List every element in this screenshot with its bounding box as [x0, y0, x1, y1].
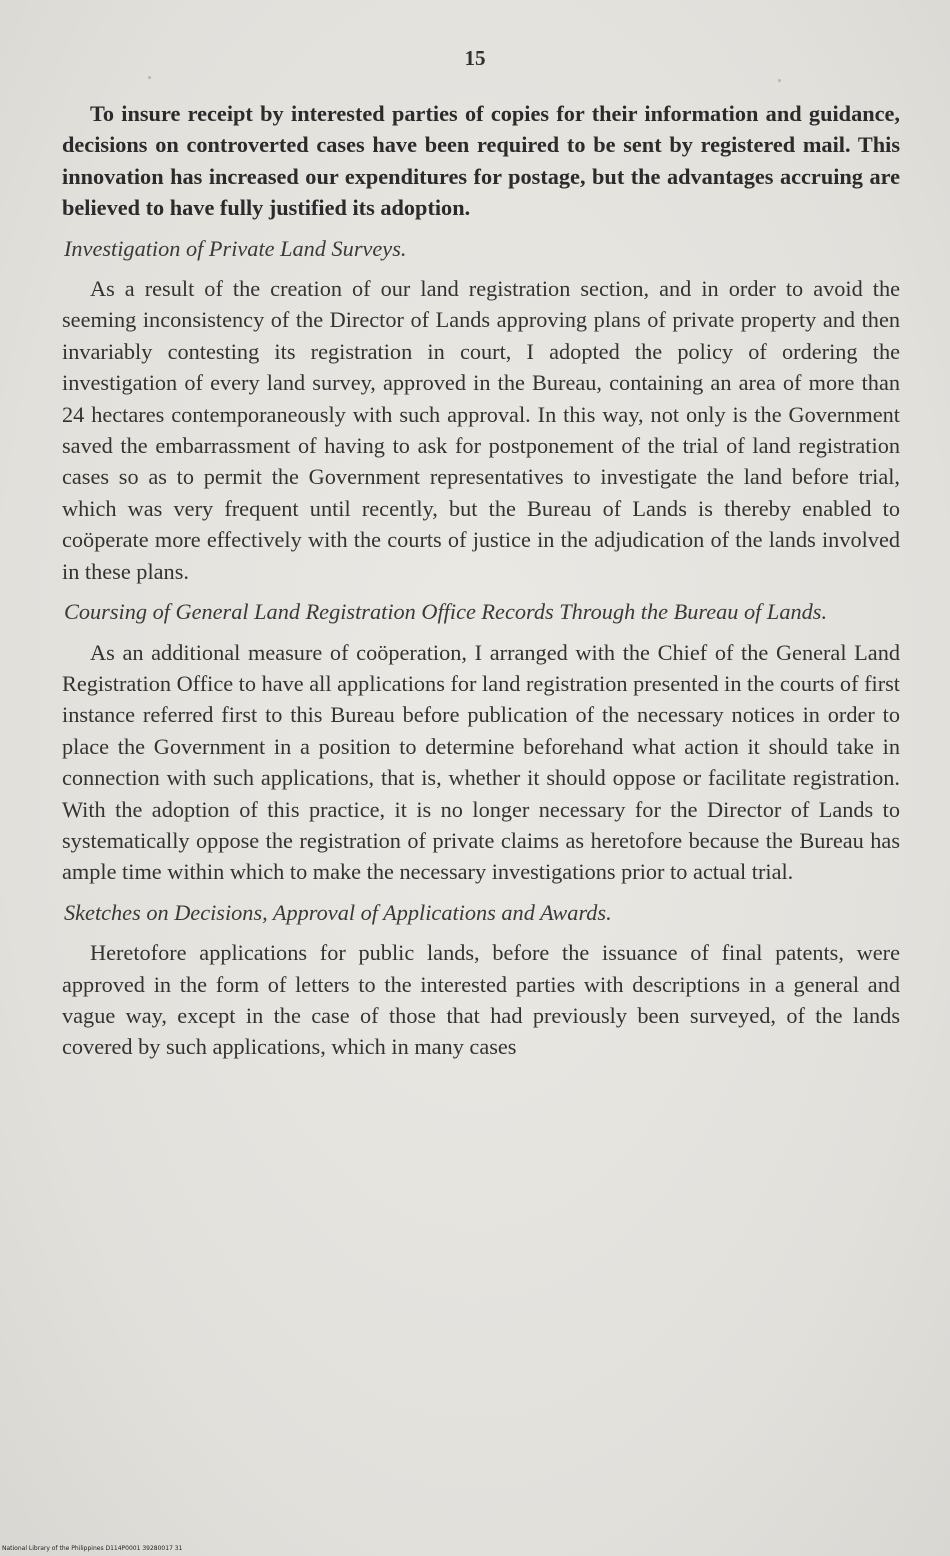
page-body	[62, 98, 900, 1063]
section-heading-coursing-records: Coursing of General Land Registration Office Records Through the Bureau of Lands.	[64, 599, 828, 625]
paper-speck	[148, 76, 151, 79]
page-number: 15	[464, 46, 486, 70]
paragraph-land-survey-investigation: As a result of the creation of our land registration section, and in order to avoid the seeming inconsistency of the Director of Lands approving plans of private property and then invariably contesting its registration in court, I adopted the policy of ordering the investigation of every land survey, approved in the Bureau, containing an area of more than 24 hectares contemporaneously with such approval. In this way, not only is the Government saved the embarrassment of having to ask for postponement of the trial of land registration cases so as to permit the Government representatives to investigate the land before trial, which was very frequent until recently, but the Bureau of Lands is thereby enabled to coöperate more effectively with the courts of justice in the adjudication of the lands involved in these plans.	[62, 276, 900, 584]
paragraph-public-land-applications: Heretofore applications for public lands, before the issuance of final patents, were approved in the form of letters to the interested parties with descriptions in a general and vague way, except in the case of those that had previously been surveyed, of the lands covered by such applications, which in many cases	[62, 940, 900, 1060]
paragraph-cooperation-registration-office: As an additional measure of coöperation, I arranged with the Chief of the General Land Registration Office to have all applications for land registration presented in the courts of first instance referred first to this Bureau before publication of the necessary notices in order to place the Government in a position to determine beforehand what action it should take in connection with such applications, that is, whether it should oppose or facilitate registration. With the adoption of this practice, it is no longer necessary for the Director of Lands to systematically oppose the registration of private claims as heretofore because the Bureau has ample time within which to make the necessary investigations prior to actual trial.	[62, 639, 900, 885]
paper-speck	[778, 79, 781, 82]
paragraph-registered-mail: To insure receipt by interested parties of copies for their information and guidance, decisions on controverted cases have been required to be sent by registered mail. This innovation has increased our expenditures for postage, but the advantages accruing are believed to have fully justified its adoption.	[62, 101, 900, 221]
archive-footer: National Library of the Philippines D114P0001 39280017 31	[2, 1545, 183, 1552]
section-heading-private-land-surveys: Investigation of Private Land Surveys.	[64, 235, 407, 261]
section-heading-sketches-on-decisions: Sketches on Decisions, Approval of Applications and Awards.	[64, 899, 612, 925]
